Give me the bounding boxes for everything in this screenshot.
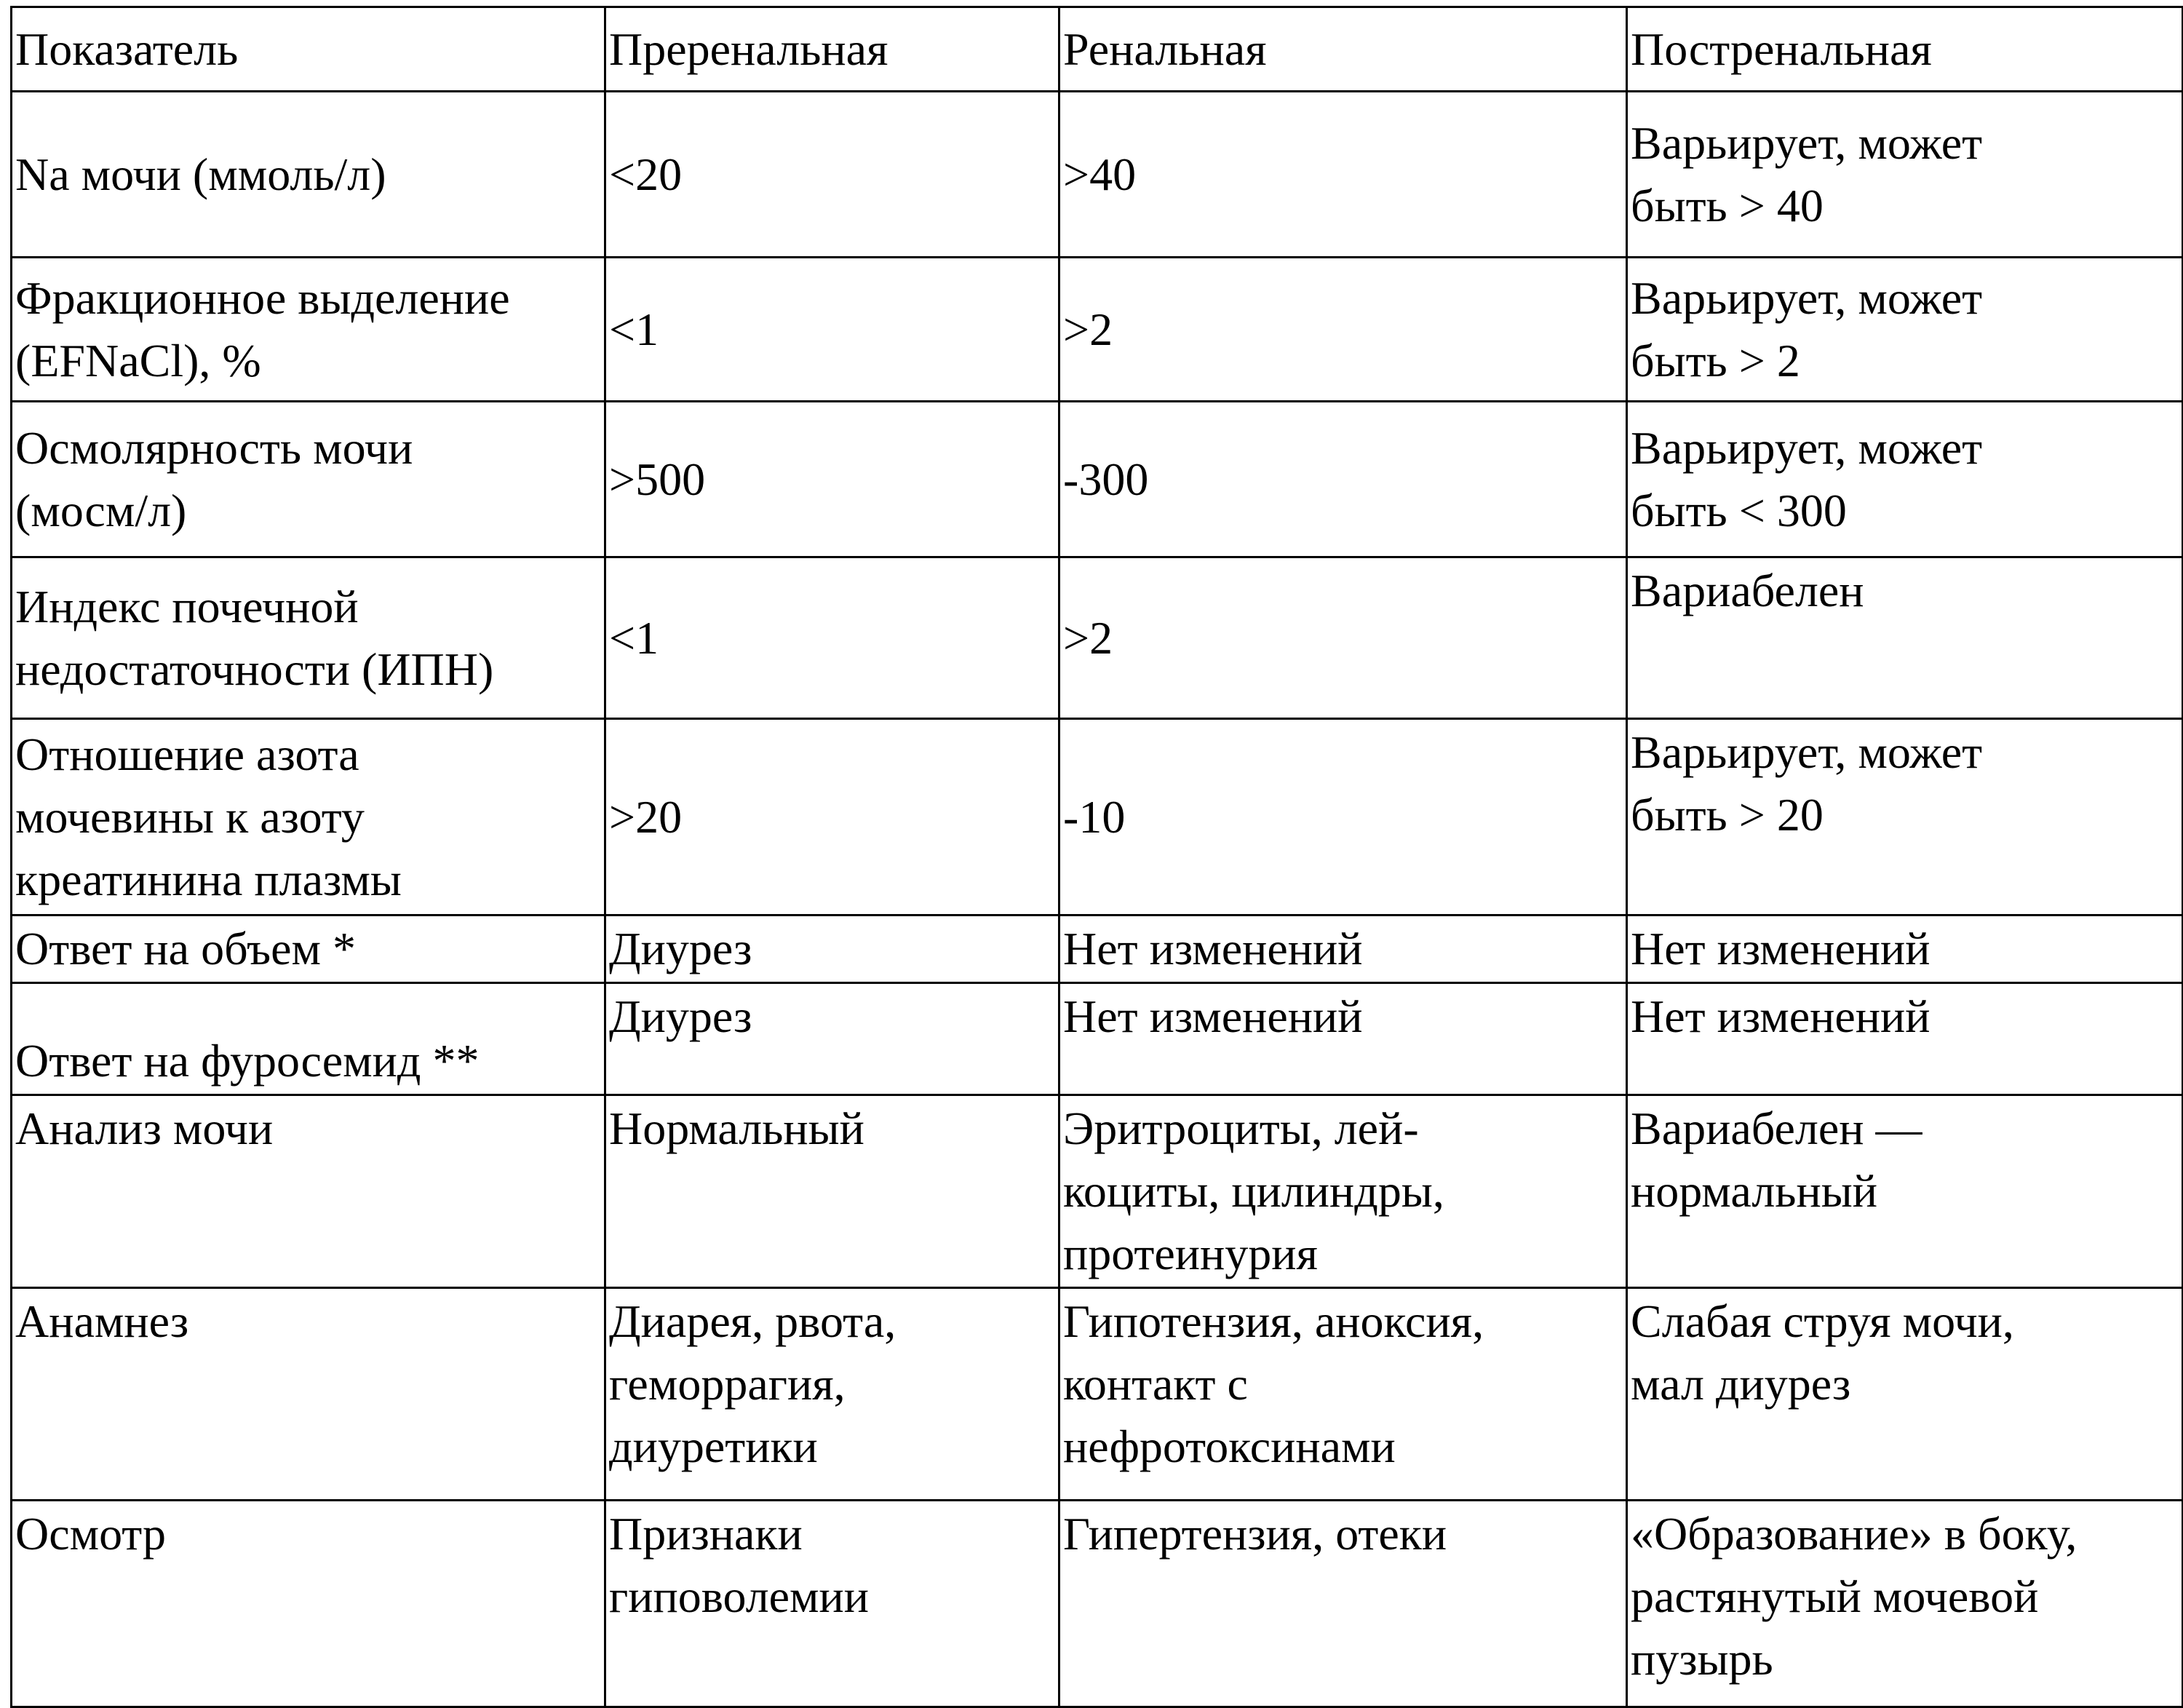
cell-indicator: Индекс почечной недостаточности (ИПН) — [12, 557, 605, 719]
cell-renal: -300 — [1059, 402, 1627, 557]
column-header-postrenal: Постренальная — [1627, 7, 2183, 92]
column-header-indicator: Показатель — [12, 7, 605, 92]
table-row — [12, 402, 2183, 557]
cell-prerenal: <20 — [605, 92, 1059, 258]
cell-postrenal: Вариабелен — [1627, 557, 2183, 719]
cell-indicator: Ответ на объем * — [12, 915, 605, 983]
table-row — [12, 92, 2183, 258]
cell-indicator: Осмолярность мочи (мосм/л) — [12, 402, 605, 557]
cell-prerenal: Диарея, рвота, геморрагия, диуретики — [605, 1288, 1059, 1501]
cell-indicator: Ответ на фуросемид ** — [12, 983, 605, 1095]
column-header-prerenal: Преренальная — [605, 7, 1059, 92]
cell-renal: Эритроциты, лей- коциты, цилиндры, протеинурия — [1059, 1095, 1627, 1288]
table-row — [12, 915, 2183, 983]
cell-indicator: Анализ мочи — [12, 1095, 605, 1288]
cell-prerenal: <1 — [605, 258, 1059, 402]
cell-prerenal: Диурез — [605, 915, 1059, 983]
cell-indicator: Анамнез — [12, 1288, 605, 1501]
table-row — [12, 983, 2183, 1095]
cell-prerenal: <1 — [605, 557, 1059, 719]
cell-renal: Гипотензия, аноксия, контакт с нефротоксинами — [1059, 1288, 1627, 1501]
cell-postrenal: Варьирует, может быть > 20 — [1627, 719, 2183, 915]
header-row — [12, 7, 2183, 92]
cell-prerenal: >20 — [605, 719, 1059, 915]
cell-postrenal: Нет изменений — [1627, 915, 2183, 983]
table-row — [12, 1288, 2183, 1501]
comparison-table — [10, 6, 2183, 1708]
cell-prerenal: Диурез — [605, 983, 1059, 1095]
cell-postrenal: Нет изменений — [1627, 983, 2183, 1095]
table-row — [12, 1095, 2183, 1288]
cell-renal: -10 — [1059, 719, 1627, 915]
cell-prerenal: Нормальный — [605, 1095, 1059, 1288]
cell-postrenal: Слабая струя мочи, мал диурез — [1627, 1288, 2183, 1501]
cell-postrenal: «Образование» в боку, растянутый мочевой пузырь — [1627, 1501, 2183, 1707]
cell-postrenal: Варьирует, может быть > 40 — [1627, 92, 2183, 258]
table-row — [12, 719, 2183, 915]
cell-indicator: Фракционное выделение (EFNaCl), % — [12, 258, 605, 402]
table-row — [12, 557, 2183, 719]
cell-renal: Гипертензия, отеки — [1059, 1501, 1627, 1707]
cell-indicator: Отношение азота мочевины к азоту креатинина плазмы — [12, 719, 605, 915]
cell-renal: >40 — [1059, 92, 1627, 258]
cell-indicator: Na мочи (ммоль/л) — [12, 92, 605, 258]
cell-renal: >2 — [1059, 557, 1627, 719]
table-row — [12, 258, 2183, 402]
cell-renal: Нет изменений — [1059, 915, 1627, 983]
cell-indicator: Осмотр — [12, 1501, 605, 1707]
cell-postrenal: Вариабелен — нормальный — [1627, 1095, 2183, 1288]
column-header-renal: Ренальная — [1059, 7, 1627, 92]
cell-postrenal: Варьирует, может быть < 300 — [1627, 402, 2183, 557]
cell-renal: Нет изменений — [1059, 983, 1627, 1095]
cell-prerenal: >500 — [605, 402, 1059, 557]
cell-prerenal: Признаки гиповолемии — [605, 1501, 1059, 1707]
table-row — [12, 1501, 2183, 1707]
cell-postrenal: Варьирует, может быть > 2 — [1627, 258, 2183, 402]
cell-renal: >2 — [1059, 258, 1627, 402]
